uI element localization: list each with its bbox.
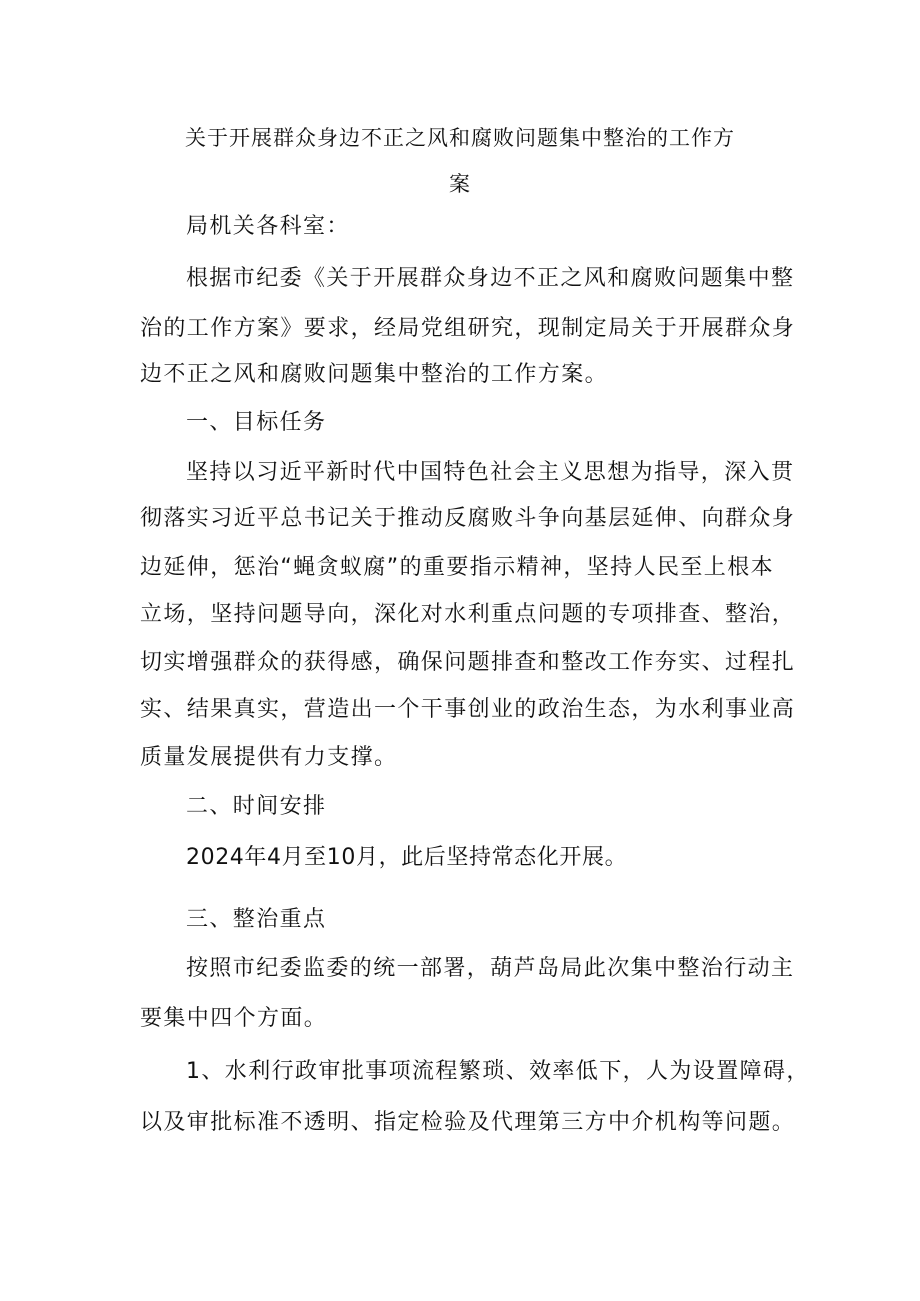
section-2-heading: 二、时间安排 xyxy=(186,794,327,819)
section-3-heading: 三、整治重点 xyxy=(186,907,327,932)
section-2-text: 2024年4月至10月，此后坚持常态化开展。 xyxy=(186,845,628,870)
section-3-line-2: 要集中四个方面。 xyxy=(140,1006,328,1031)
intro-line-2: 治的工作方案》要求，经局党组研究，现制定局关于开展群众身 xyxy=(140,316,796,341)
section-1-heading: 一、目标任务 xyxy=(186,410,327,435)
section-1-line-1: 坚持以习近平新时代中国特色社会主义思想为指导，深入贯 xyxy=(186,460,795,485)
intro-line-1: 根据市纪委《关于开展群众身边不正之风和腐败问题集中整 xyxy=(186,266,795,291)
document-title-line-2: 案 xyxy=(449,172,471,196)
section-1-line-4: 立场，坚持问题导向，深化对水利重点问题的专项排查、整治， xyxy=(140,602,796,627)
item-1-line-1: 1、水利行政审批事项流程繁琐、效率低下，人为设置障碍， xyxy=(186,1059,810,1084)
section-1-line-2: 彻落实习近平总书记关于推动反腐败斗争向基层延伸、向群众身 xyxy=(140,506,796,531)
section-1-line-7: 质量发展提供有力支撑。 xyxy=(140,745,398,770)
intro-line-3: 边不正之风和腐败问题集中整治的工作方案。 xyxy=(140,362,609,387)
document-title-line-1: 关于开展群众身边不正之风和腐败问题集中整治的工作方 xyxy=(185,126,735,150)
salutation: 局机关各科室： xyxy=(186,214,350,239)
section-3-line-1: 按照市纪委监委的统一部署，葫芦岛局此次集中整治行动主 xyxy=(186,956,795,981)
section-1-line-6: 实、结果真实，营造出一个干事创业的政治生态，为水利事业高 xyxy=(140,697,796,722)
section-1-line-5: 切实增强群众的获得感，确保问题排查和整改工作夯实、过程扎 xyxy=(140,650,796,675)
item-1-line-2: 以及审批标准不透明、指定检验及代理第三方中介机构等问题。 xyxy=(140,1110,796,1135)
section-1-line-3: 边延伸，惩治“蝇贪蚁腐”的重要指示精神，坚持人民至上根本 xyxy=(140,555,774,580)
